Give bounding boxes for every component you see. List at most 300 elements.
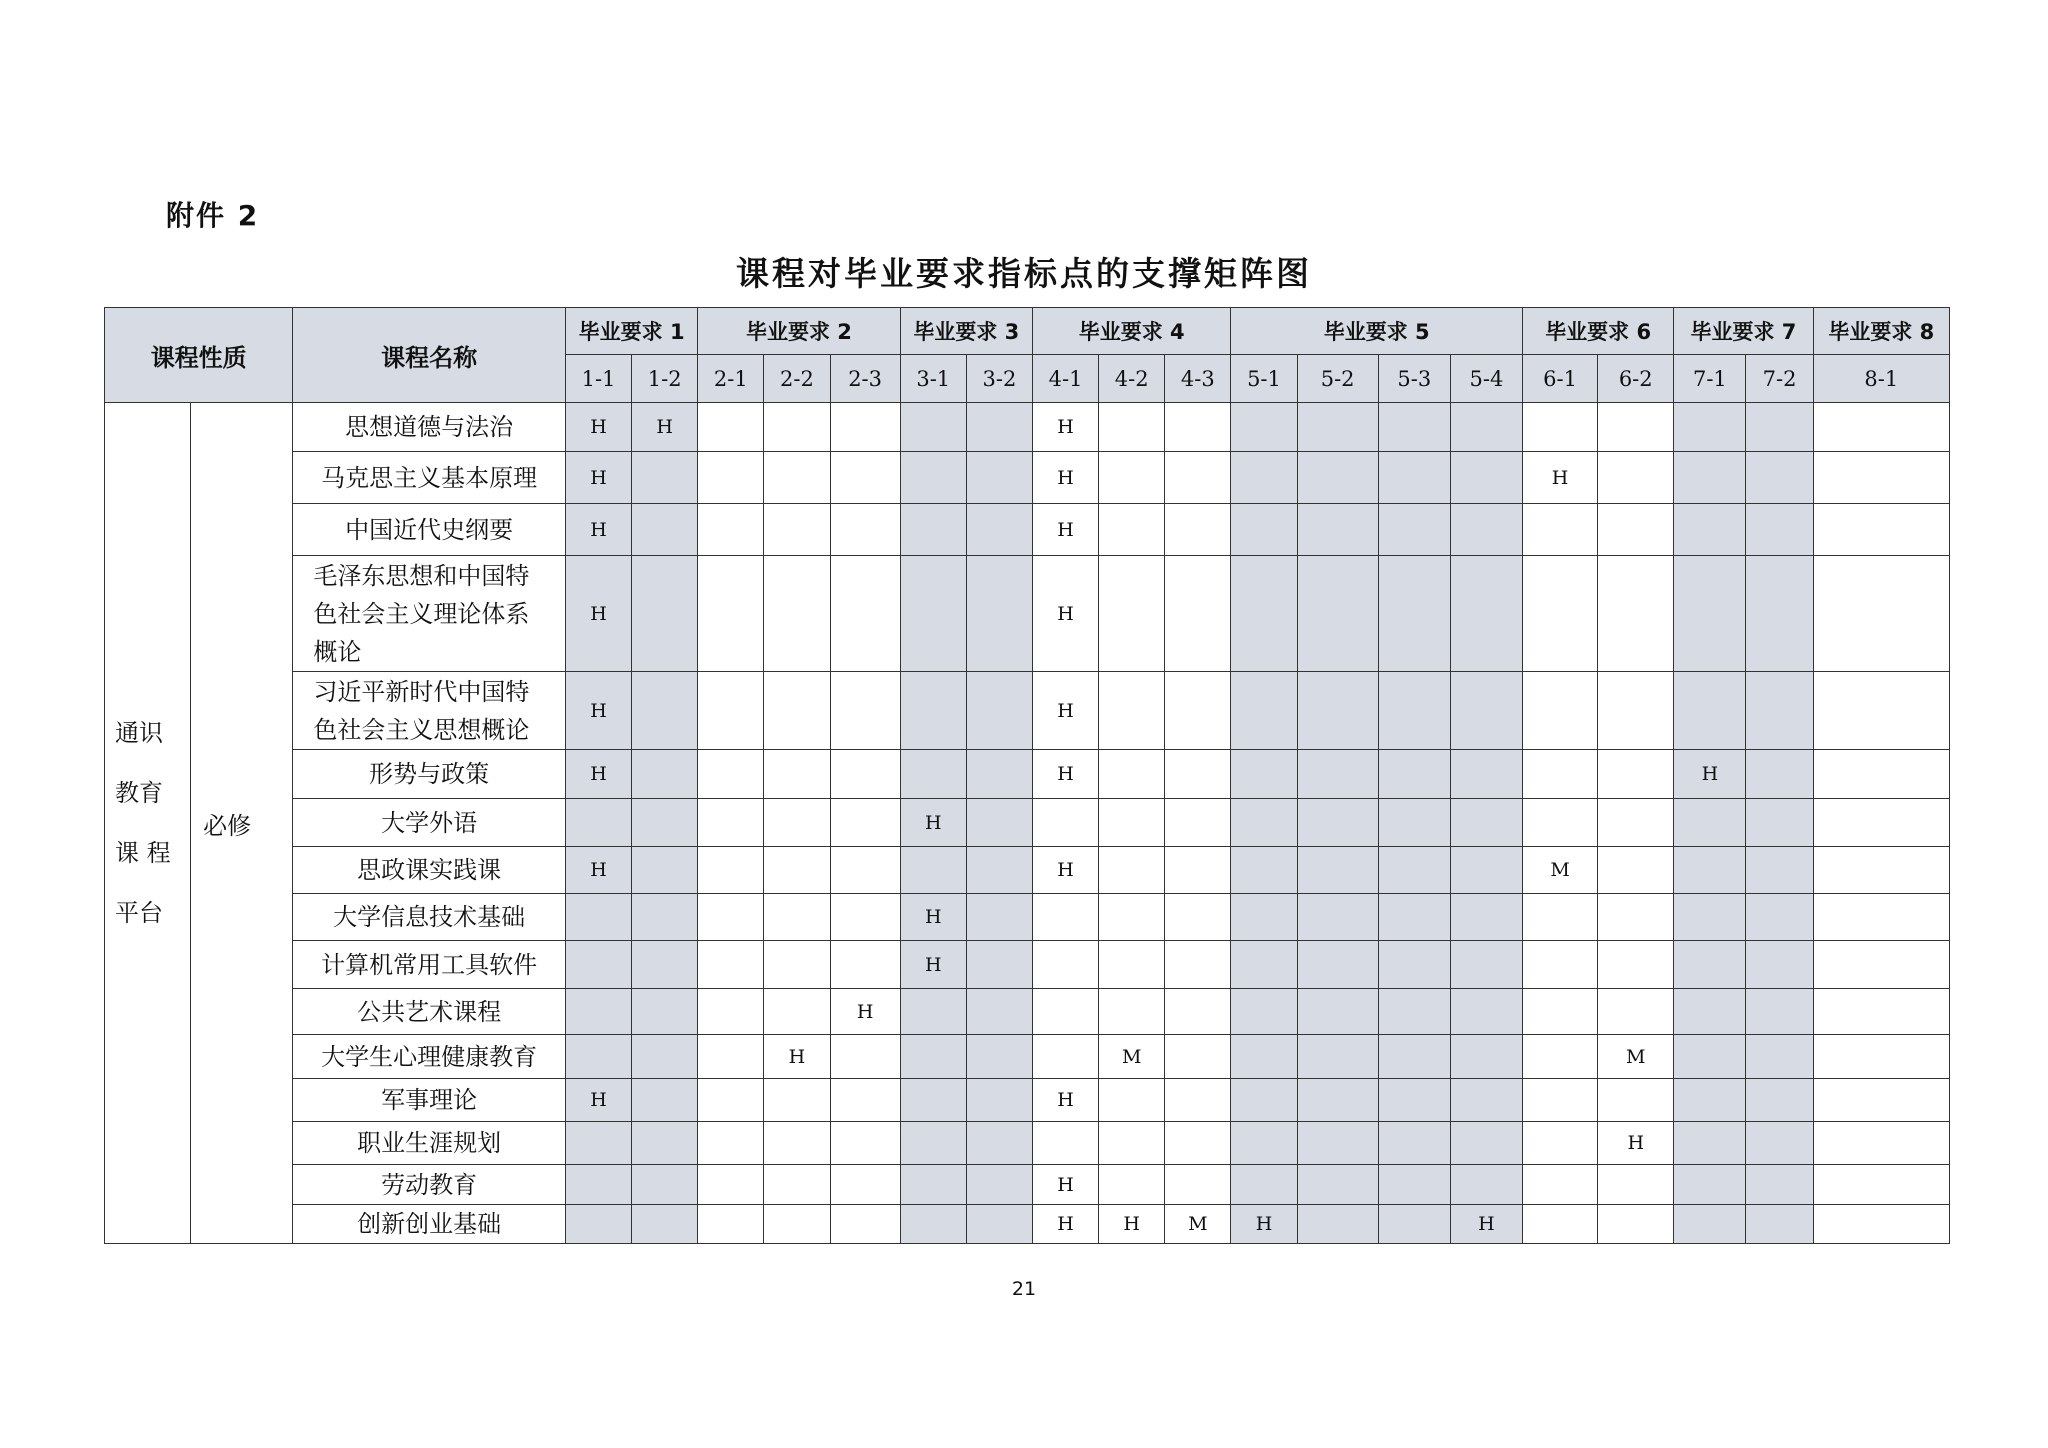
header-indicator-2-1: 2-1 — [698, 355, 764, 403]
support-cell-5-1 — [1231, 1079, 1297, 1122]
support-cell-5-2 — [1297, 941, 1378, 989]
support-cell-3-1: H — [900, 941, 966, 989]
support-cell-4-3 — [1165, 672, 1231, 750]
support-cell-2-3 — [830, 847, 900, 894]
support-cell-8-1 — [1813, 750, 1949, 799]
support-cell-7-2 — [1746, 1035, 1813, 1079]
course-name-cell: 劳动教育 — [293, 1165, 566, 1205]
header-indicator-4-1: 4-1 — [1032, 355, 1098, 403]
support-cell-7-2 — [1746, 750, 1813, 799]
support-cell-5-3 — [1378, 504, 1450, 556]
support-cell-2-1 — [698, 556, 764, 672]
support-cell-6-2 — [1598, 504, 1674, 556]
support-cell-5-3 — [1378, 989, 1450, 1035]
support-cell-5-1 — [1231, 799, 1297, 847]
support-cell-5-3 — [1378, 1165, 1450, 1205]
support-cell-3-2 — [966, 504, 1032, 556]
support-cell-5-1 — [1231, 941, 1297, 989]
support-cell-1-2 — [632, 750, 698, 799]
support-cell-3-1 — [900, 672, 966, 750]
header-indicator-3-1: 3-1 — [900, 355, 966, 403]
support-cell-7-1 — [1674, 941, 1746, 989]
support-cell-5-4 — [1450, 799, 1522, 847]
support-cell-5-4: H — [1450, 1205, 1522, 1244]
support-cell-8-1 — [1813, 989, 1949, 1035]
support-cell-4-2 — [1099, 989, 1165, 1035]
table-row — [105, 452, 1950, 504]
table-row — [105, 1122, 1950, 1165]
course-name-cell: 大学信息技术基础 — [293, 894, 566, 941]
support-cell-2-2 — [764, 403, 830, 452]
support-cell-6-1 — [1523, 1122, 1598, 1165]
support-cell-3-2 — [966, 1205, 1032, 1244]
support-cell-1-2 — [632, 1205, 698, 1244]
support-cell-6-2 — [1598, 750, 1674, 799]
support-cell-3-1 — [900, 1165, 966, 1205]
support-cell-3-1 — [900, 452, 966, 504]
support-cell-1-1 — [565, 1165, 631, 1205]
support-cell-8-1 — [1813, 1165, 1949, 1205]
support-cell-2-1 — [698, 799, 764, 847]
support-cell-8-1 — [1813, 1035, 1949, 1079]
support-cell-1-2 — [632, 504, 698, 556]
table-row — [105, 799, 1950, 847]
support-cell-5-3 — [1378, 941, 1450, 989]
support-cell-2-2 — [764, 1205, 830, 1244]
support-cell-5-4 — [1450, 452, 1522, 504]
support-cell-2-1 — [698, 1079, 764, 1122]
support-cell-2-1 — [698, 452, 764, 504]
support-cell-5-1 — [1231, 403, 1297, 452]
support-cell-1-1 — [565, 941, 631, 989]
support-cell-4-2 — [1099, 941, 1165, 989]
course-name-cell: 思政课实践课 — [293, 847, 566, 894]
support-cell-6-2 — [1598, 1165, 1674, 1205]
support-cell-4-1: H — [1032, 1205, 1098, 1244]
table-row — [105, 1079, 1950, 1122]
support-cell-8-1 — [1813, 556, 1949, 672]
support-cell-1-2 — [632, 452, 698, 504]
support-cell-7-1 — [1674, 1035, 1746, 1079]
support-cell-3-2 — [966, 672, 1032, 750]
support-cell-3-1 — [900, 1035, 966, 1079]
support-cell-5-3 — [1378, 750, 1450, 799]
table-row — [105, 504, 1950, 556]
support-cell-5-1 — [1231, 750, 1297, 799]
support-cell-3-2 — [966, 750, 1032, 799]
support-cell-7-2 — [1746, 403, 1813, 452]
support-cell-5-1 — [1231, 1035, 1297, 1079]
support-cell-7-2 — [1746, 1165, 1813, 1205]
header-indicator-5-4: 5-4 — [1450, 355, 1522, 403]
header-requirement-5: 毕业要求 5 — [1231, 308, 1523, 355]
header-requirement-1: 毕业要求 1 — [565, 308, 697, 355]
header-indicator-1-2: 1-2 — [632, 355, 698, 403]
header-course-name: 课程名称 — [293, 308, 566, 403]
support-cell-5-1 — [1231, 989, 1297, 1035]
support-cell-4-2 — [1099, 847, 1165, 894]
table-row — [105, 1165, 1950, 1205]
support-cell-3-1 — [900, 403, 966, 452]
support-cell-3-1 — [900, 989, 966, 1035]
support-cell-2-1 — [698, 1122, 764, 1165]
support-cell-4-1: H — [1032, 750, 1098, 799]
support-cell-5-3 — [1378, 452, 1450, 504]
course-name-cell: 计算机常用工具软件 — [293, 941, 566, 989]
support-cell-7-1 — [1674, 1122, 1746, 1165]
support-cell-2-2 — [764, 452, 830, 504]
support-cell-4-1: H — [1032, 556, 1098, 672]
support-cell-7-2 — [1746, 941, 1813, 989]
support-cell-5-4 — [1450, 1079, 1522, 1122]
support-cell-1-2 — [632, 672, 698, 750]
support-cell-1-1: H — [565, 556, 631, 672]
support-cell-2-3 — [830, 504, 900, 556]
support-cell-2-2 — [764, 1122, 830, 1165]
support-cell-1-1 — [565, 989, 631, 1035]
support-cell-4-3 — [1165, 452, 1231, 504]
support-cell-3-2 — [966, 556, 1032, 672]
header-requirement-3: 毕业要求 3 — [900, 308, 1032, 355]
support-cell-5-1 — [1231, 452, 1297, 504]
support-cell-2-2 — [764, 672, 830, 750]
support-cell-1-2 — [632, 1035, 698, 1079]
support-cell-4-3 — [1165, 556, 1231, 672]
support-cell-8-1 — [1813, 1079, 1949, 1122]
platform-label-line: 通识 — [115, 719, 163, 747]
support-cell-2-3 — [830, 452, 900, 504]
table-row — [105, 1035, 1950, 1079]
header-indicator-5-2: 5-2 — [1297, 355, 1378, 403]
support-cell-5-4 — [1450, 504, 1522, 556]
attachment-label: 附件 2 — [166, 199, 260, 232]
support-cell-1-1: H — [565, 672, 631, 750]
support-cell-3-1 — [900, 1122, 966, 1165]
table-row — [105, 989, 1950, 1035]
support-cell-2-3: H — [830, 989, 900, 1035]
support-cell-3-1: H — [900, 894, 966, 941]
support-cell-7-1 — [1674, 1079, 1746, 1122]
support-cell-6-2 — [1598, 672, 1674, 750]
course-name-cell: 大学外语 — [293, 799, 566, 847]
support-cell-3-1 — [900, 504, 966, 556]
support-cell-5-4 — [1450, 672, 1522, 750]
support-cell-6-1 — [1523, 989, 1598, 1035]
support-cell-5-2 — [1297, 452, 1378, 504]
support-cell-5-1 — [1231, 556, 1297, 672]
support-cell-6-1 — [1523, 556, 1598, 672]
support-cell-5-1: H — [1231, 1205, 1297, 1244]
support-cell-5-3 — [1378, 1122, 1450, 1165]
support-cell-5-4 — [1450, 941, 1522, 989]
support-cell-5-2 — [1297, 403, 1378, 452]
support-cell-5-4 — [1450, 403, 1522, 452]
header-indicator-2-3: 2-3 — [830, 355, 900, 403]
support-cell-4-3 — [1165, 989, 1231, 1035]
support-cell-5-3 — [1378, 672, 1450, 750]
course-name-cell: 军事理论 — [293, 1079, 566, 1122]
support-cell-4-2 — [1099, 1079, 1165, 1122]
support-cell-3-1 — [900, 1205, 966, 1244]
header-requirement-8: 毕业要求 8 — [1813, 308, 1949, 355]
support-cell-5-2 — [1297, 1035, 1378, 1079]
course-name-cell: 马克思主义基本原理 — [293, 452, 566, 504]
support-cell-5-4 — [1450, 847, 1522, 894]
support-cell-6-1 — [1523, 750, 1598, 799]
support-cell-2-1 — [698, 989, 764, 1035]
support-cell-5-3 — [1378, 894, 1450, 941]
support-cell-5-2 — [1297, 1122, 1378, 1165]
support-cell-5-3 — [1378, 1205, 1450, 1244]
support-cell-7-1 — [1674, 1205, 1746, 1244]
support-cell-5-1 — [1231, 1165, 1297, 1205]
support-cell-2-1 — [698, 750, 764, 799]
support-cell-6-1 — [1523, 504, 1598, 556]
support-cell-3-2 — [966, 452, 1032, 504]
support-cell-2-3 — [830, 799, 900, 847]
support-cell-4-1: H — [1032, 403, 1098, 452]
support-cell-7-2 — [1746, 452, 1813, 504]
support-cell-4-2 — [1099, 452, 1165, 504]
support-cell-4-3 — [1165, 750, 1231, 799]
support-cell-7-1 — [1674, 452, 1746, 504]
support-cell-1-2 — [632, 989, 698, 1035]
support-cell-4-1: H — [1032, 452, 1098, 504]
support-cell-3-2 — [966, 1122, 1032, 1165]
support-cell-4-2 — [1099, 1165, 1165, 1205]
support-cell-6-2 — [1598, 403, 1674, 452]
course-name-cell: 大学生心理健康教育 — [293, 1035, 566, 1079]
support-cell-4-2 — [1099, 894, 1165, 941]
support-cell-1-1: H — [565, 750, 631, 799]
support-cell-2-3 — [830, 1035, 900, 1079]
course-category-cell: 必修 — [191, 403, 293, 1244]
support-cell-2-3 — [830, 556, 900, 672]
header-indicator-5-3: 5-3 — [1378, 355, 1450, 403]
support-cell-6-2 — [1598, 1079, 1674, 1122]
support-cell-7-2 — [1746, 989, 1813, 1035]
support-cell-5-3 — [1378, 403, 1450, 452]
support-cell-2-2 — [764, 504, 830, 556]
support-cell-2-1 — [698, 894, 764, 941]
support-cell-6-2 — [1598, 799, 1674, 847]
support-cell-2-3 — [830, 403, 900, 452]
support-cell-5-4 — [1450, 894, 1522, 941]
support-cell-8-1 — [1813, 403, 1949, 452]
support-cell-7-2 — [1746, 556, 1813, 672]
support-cell-2-1 — [698, 941, 764, 989]
support-cell-1-2 — [632, 1122, 698, 1165]
support-cell-4-2 — [1099, 750, 1165, 799]
support-cell-3-2 — [966, 847, 1032, 894]
support-cell-6-2 — [1598, 452, 1674, 504]
support-cell-6-2 — [1598, 556, 1674, 672]
support-cell-1-2 — [632, 894, 698, 941]
support-cell-8-1 — [1813, 1205, 1949, 1244]
support-cell-7-2 — [1746, 504, 1813, 556]
support-cell-8-1 — [1813, 504, 1949, 556]
support-cell-3-1 — [900, 1079, 966, 1122]
support-cell-1-2: H — [632, 403, 698, 452]
support-cell-6-2 — [1598, 894, 1674, 941]
support-cell-7-1 — [1674, 799, 1746, 847]
support-cell-4-2 — [1099, 403, 1165, 452]
support-cell-5-4 — [1450, 556, 1522, 672]
support-cell-2-1 — [698, 672, 764, 750]
support-cell-3-2 — [966, 799, 1032, 847]
support-cell-6-2 — [1598, 1205, 1674, 1244]
header-indicator-3-2: 3-2 — [966, 355, 1032, 403]
support-cell-5-2 — [1297, 1079, 1378, 1122]
table-row — [105, 750, 1950, 799]
support-cell-1-1: H — [565, 847, 631, 894]
support-cell-2-2 — [764, 894, 830, 941]
header-row-requirements — [105, 308, 1950, 355]
support-cell-4-2 — [1099, 504, 1165, 556]
support-cell-1-2 — [632, 1079, 698, 1122]
support-cell-7-1 — [1674, 847, 1746, 894]
support-cell-4-2 — [1099, 1122, 1165, 1165]
support-cell-8-1 — [1813, 941, 1949, 989]
support-cell-6-1: M — [1523, 847, 1598, 894]
support-cell-1-1 — [565, 1035, 631, 1079]
support-cell-5-4 — [1450, 750, 1522, 799]
support-cell-4-3 — [1165, 847, 1231, 894]
course-name-cell: 职业生涯规划 — [293, 1122, 566, 1165]
support-cell-1-2 — [632, 847, 698, 894]
support-cell-2-1 — [698, 1035, 764, 1079]
support-cell-8-1 — [1813, 1122, 1949, 1165]
support-cell-5-2 — [1297, 799, 1378, 847]
support-cell-2-2 — [764, 556, 830, 672]
support-cell-6-1 — [1523, 672, 1598, 750]
support-cell-5-1 — [1231, 894, 1297, 941]
support-cell-1-1 — [565, 1122, 631, 1165]
support-cell-4-1 — [1032, 1122, 1098, 1165]
support-cell-3-1: H — [900, 799, 966, 847]
header-indicator-4-2: 4-2 — [1099, 355, 1165, 403]
support-cell-3-2 — [966, 1079, 1032, 1122]
header-indicator-5-1: 5-1 — [1231, 355, 1297, 403]
table-row — [105, 894, 1950, 941]
support-cell-2-3 — [830, 672, 900, 750]
support-cell-6-1 — [1523, 799, 1598, 847]
support-cell-1-1: H — [565, 403, 631, 452]
support-cell-1-1: H — [565, 1079, 631, 1122]
support-cell-8-1 — [1813, 672, 1949, 750]
support-cell-1-2 — [632, 1165, 698, 1205]
support-cell-4-3 — [1165, 1079, 1231, 1122]
support-cell-6-1 — [1523, 1205, 1598, 1244]
header-indicator-2-2: 2-2 — [764, 355, 830, 403]
course-name-cell: 公共艺术课程 — [293, 989, 566, 1035]
support-cell-7-1 — [1674, 403, 1746, 452]
support-cell-1-2 — [632, 941, 698, 989]
support-cell-2-2 — [764, 989, 830, 1035]
support-cell-4-1: H — [1032, 672, 1098, 750]
table-row — [105, 403, 1950, 452]
support-cell-7-1 — [1674, 989, 1746, 1035]
support-cell-3-1 — [900, 847, 966, 894]
support-cell-6-2 — [1598, 847, 1674, 894]
header-requirement-7: 毕业要求 7 — [1674, 308, 1813, 355]
support-cell-8-1 — [1813, 452, 1949, 504]
support-cell-6-2: H — [1598, 1122, 1674, 1165]
header-indicator-4-3: 4-3 — [1165, 355, 1231, 403]
support-cell-5-3 — [1378, 1035, 1450, 1079]
support-cell-6-1 — [1523, 1165, 1598, 1205]
support-cell-4-2: M — [1099, 1035, 1165, 1079]
support-cell-5-2 — [1297, 1205, 1378, 1244]
course-platform-cell — [105, 403, 191, 1244]
support-cell-5-2 — [1297, 672, 1378, 750]
support-cell-5-3 — [1378, 799, 1450, 847]
support-cell-5-1 — [1231, 672, 1297, 750]
support-cell-6-2: M — [1598, 1035, 1674, 1079]
support-cell-2-1 — [698, 1165, 764, 1205]
support-cell-8-1 — [1813, 847, 1949, 894]
support-cell-3-1 — [900, 750, 966, 799]
support-cell-4-2: H — [1099, 1205, 1165, 1244]
support-cell-4-1: H — [1032, 1165, 1098, 1205]
support-cell-2-1 — [698, 403, 764, 452]
support-cell-2-1 — [698, 504, 764, 556]
support-cell-7-1: H — [1674, 750, 1746, 799]
platform-label-line: 平台 — [115, 899, 163, 927]
course-name-cell: 中国近代史纲要 — [293, 504, 566, 556]
support-cell-7-2 — [1746, 1122, 1813, 1165]
support-matrix-table — [104, 307, 1950, 1244]
support-cell-7-1 — [1674, 1165, 1746, 1205]
support-cell-4-3 — [1165, 1122, 1231, 1165]
support-cell-3-2 — [966, 403, 1032, 452]
support-cell-5-2 — [1297, 556, 1378, 672]
support-cell-7-2 — [1746, 1205, 1813, 1244]
support-cell-5-2 — [1297, 504, 1378, 556]
support-cell-5-2 — [1297, 1165, 1378, 1205]
support-cell-7-1 — [1674, 504, 1746, 556]
support-cell-2-2 — [764, 941, 830, 989]
support-cell-4-1 — [1032, 1035, 1098, 1079]
support-cell-2-3 — [830, 1122, 900, 1165]
support-cell-4-1: H — [1032, 504, 1098, 556]
support-cell-5-4 — [1450, 1122, 1522, 1165]
support-cell-1-1 — [565, 1205, 631, 1244]
support-cell-4-2 — [1099, 799, 1165, 847]
header-course-nature: 课程性质 — [105, 308, 293, 403]
support-cell-2-2 — [764, 799, 830, 847]
support-cell-4-1 — [1032, 941, 1098, 989]
support-cell-5-3 — [1378, 847, 1450, 894]
support-cell-4-3 — [1165, 1165, 1231, 1205]
support-cell-4-1 — [1032, 989, 1098, 1035]
support-cell-3-1 — [900, 556, 966, 672]
support-cell-7-2 — [1746, 847, 1813, 894]
document-title: 课程对毕业要求指标点的支撑矩阵图 — [736, 254, 1312, 293]
platform-label-line: 课 程 — [115, 839, 171, 867]
support-cell-1-1 — [565, 894, 631, 941]
support-cell-8-1 — [1813, 799, 1949, 847]
support-cell-4-3 — [1165, 403, 1231, 452]
support-cell-3-2 — [966, 941, 1032, 989]
support-cell-5-2 — [1297, 847, 1378, 894]
support-cell-4-3 — [1165, 504, 1231, 556]
support-cell-6-1: H — [1523, 452, 1598, 504]
support-cell-3-2 — [966, 1165, 1032, 1205]
header-requirement-4: 毕业要求 4 — [1032, 308, 1230, 355]
table-row — [105, 1205, 1950, 1244]
course-name-cell: 形势与政策 — [293, 750, 566, 799]
